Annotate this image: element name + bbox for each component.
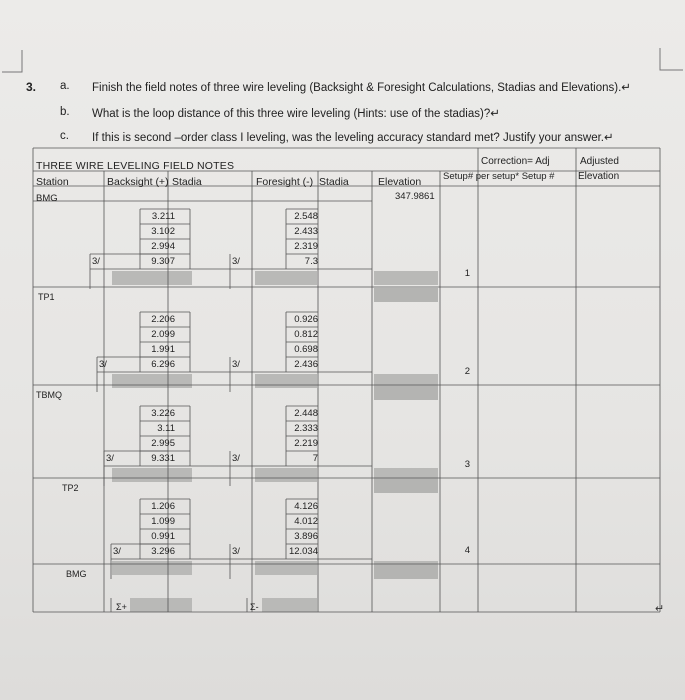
backsight-reading: 2.206	[151, 314, 175, 325]
backsight-reading: 1.206	[151, 501, 175, 512]
foresight-reading: 0.926	[294, 314, 318, 325]
backsight-reading: 9.307	[151, 256, 175, 267]
backsight-reading: 3.102	[151, 226, 175, 237]
bs-shaded-cell	[112, 561, 192, 575]
fs-shaded-cell	[255, 468, 317, 482]
foresight-reading: 0.698	[294, 344, 318, 355]
backsight-reading: 3.226	[151, 408, 175, 419]
header-adjusted-line2: Elevation	[578, 171, 620, 182]
fs-mean-label: 3/	[232, 256, 240, 267]
question-c-label: c.	[60, 130, 69, 142]
station-elev-shaded	[374, 386, 438, 400]
foresight-reading: 2.436	[294, 359, 318, 370]
header-bs-stadia: Stadia	[172, 176, 202, 188]
foresight-reading: 2.319	[294, 241, 318, 252]
header-backsight: Backsight (+)	[107, 176, 169, 188]
station-elev-shaded	[374, 565, 438, 579]
question-a-text: Finish the field notes of three wire leveling (Backsight & Foresight Calculations, Stadias and Elevations).↵	[92, 82, 631, 94]
sum-fs-shaded	[262, 598, 317, 612]
bs-mean-label: 3/	[92, 256, 100, 267]
foresight-reading: 2.333	[294, 423, 318, 434]
backsight-reading: 3.11	[157, 423, 175, 434]
foresight-reading: 4.012	[294, 516, 318, 527]
backsight-reading: 1.991	[151, 344, 175, 355]
right-corner-mark	[660, 48, 683, 70]
start-elevation: 347.9861	[395, 191, 435, 202]
backsight-reading: 3.296	[151, 546, 175, 557]
station-label: TP1	[38, 292, 55, 302]
foresight-reading: 12.034	[288, 546, 318, 557]
station-elev-shaded	[374, 288, 438, 302]
header-elevation: Elevation	[378, 176, 422, 188]
backsight-reading: 2.099	[151, 329, 175, 340]
station-label: TP2	[62, 483, 79, 493]
backsight-reading: 3.211	[151, 211, 175, 222]
setup-number: 4	[464, 545, 470, 556]
station-label: BMG	[66, 569, 87, 579]
fs-mean-label: 3/	[232, 546, 240, 557]
question-b-label: b.	[60, 106, 70, 118]
foresight-reading: 3.896	[294, 531, 318, 542]
question-number: 3.	[26, 80, 37, 94]
foresight-reading: 2.433	[294, 226, 318, 237]
backsight-reading: 2.995	[151, 438, 175, 449]
backsight-reading: 2.994	[151, 241, 175, 252]
header-correction-line2: Setup# per setup* Setup #	[443, 171, 555, 182]
sum-bs-shaded	[130, 598, 192, 612]
sum-foresight-label: Σ-	[250, 602, 259, 612]
foresight-reading: 0.812	[294, 329, 318, 340]
bs-shaded-cell	[112, 374, 192, 388]
header-correction-line1: Correction= Adj	[481, 156, 550, 167]
fs-shaded-cell	[255, 561, 317, 575]
elev-shaded-cell	[374, 374, 438, 388]
question-c-text: If this is second –order class I leveling, was the leveling accuracy standard met? Justify your answer.↵	[92, 132, 614, 144]
bs-shaded-cell	[112, 468, 192, 482]
foresight-reading: 7.3	[304, 256, 318, 267]
foresight-reading: 2.548	[294, 211, 318, 222]
setup-number: 3	[464, 459, 470, 470]
station-label: TBMQ	[36, 390, 62, 400]
foresight-reading: 2.219	[294, 438, 318, 449]
fs-mean-label: 3/	[232, 359, 240, 370]
bs-mean-label: 3/	[99, 359, 107, 370]
question-a-label: a.	[60, 80, 70, 92]
station-elev-shaded	[374, 479, 438, 493]
sum-backsight-label: Σ+	[116, 602, 127, 612]
bs-shaded-cell	[112, 271, 192, 285]
bs-mean-label: 3/	[106, 453, 114, 464]
backsight-reading: 6.296	[151, 359, 175, 370]
foresight-reading: 7	[312, 453, 318, 464]
table-title: THREE WIRE LEVELING FIELD NOTES	[36, 160, 235, 172]
setup-number: 1	[464, 268, 470, 279]
foresight-reading: 2.448	[294, 408, 318, 419]
header-fs-stadia: Stadia	[319, 176, 349, 188]
backsight-reading: 1.099	[151, 516, 175, 527]
fs-shaded-cell	[255, 374, 317, 388]
bs-mean-label: 3/	[113, 546, 121, 557]
return-mark: ↵	[655, 603, 665, 615]
fs-shaded-cell	[255, 271, 317, 285]
fs-mean-label: 3/	[232, 453, 240, 464]
backsight-reading: 9.331	[151, 453, 175, 464]
header-station: Station	[36, 176, 69, 188]
backsight-reading: 0.991	[151, 531, 175, 542]
foresight-reading: 4.126	[294, 501, 318, 512]
station-start: BMG	[36, 193, 58, 204]
header-foresight: Foresight (-)	[256, 176, 314, 188]
header-adjusted-line1: Adjusted	[580, 156, 619, 167]
question-b-text: What is the loop distance of this three wire leveling (Hints: use of the stadias)?↵	[92, 108, 500, 120]
left-corner-mark	[2, 50, 22, 72]
elev-shaded-cell	[374, 271, 438, 285]
setup-number: 2	[464, 366, 470, 377]
